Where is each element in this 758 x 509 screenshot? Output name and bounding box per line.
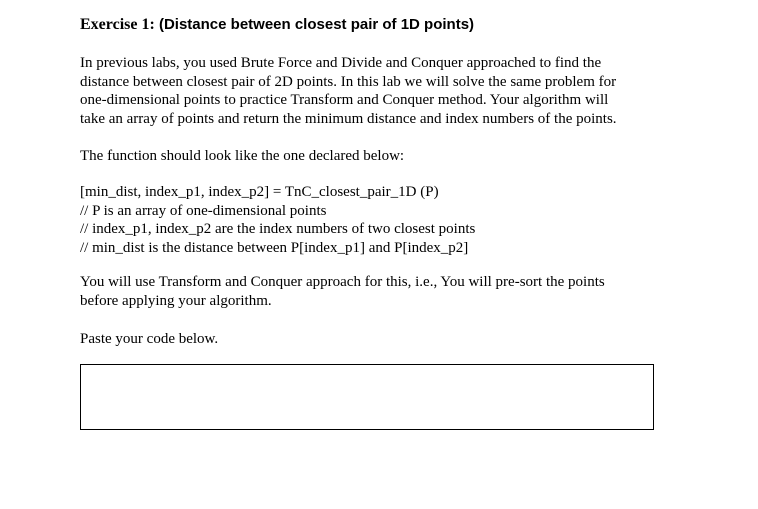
- intro-paragraph: [80, 54, 660, 128]
- intro-line: take an array of points and return the minimum distance and index numbers of the points.: [80, 110, 617, 127]
- exercise-title: (Distance between closest pair of 1D points): [158, 16, 475, 33]
- approach-line: before applying your algorithm.: [80, 292, 272, 309]
- paste-instruction-text: Paste your code below.: [80, 331, 219, 347]
- approach-line: You will use Transform and Conquer approach for this, i.e., You will pre-sort the points: [80, 274, 605, 290]
- function-declaration-block: [80, 183, 660, 257]
- exercise-heading: [80, 15, 474, 35]
- exercise-label: Exercise 1:: [80, 16, 155, 33]
- paste-instruction-paragraph: [80, 330, 660, 349]
- code-comment: // index_p1, index_p2 are the index numbers of two closest points: [80, 221, 476, 237]
- approach-paragraph: [80, 273, 660, 310]
- function-intro-paragraph: [80, 147, 660, 166]
- function-signature: [min_dist, index_p1, index_p2] = TnC_closest_pair_1D (P): [80, 184, 439, 200]
- code-comment: // min_dist is the distance between P[index_p1] and P[index_p2]: [80, 239, 469, 256]
- intro-line: distance between closest pair of 2D points. In this lab we will solve the same problem for: [80, 73, 617, 90]
- intro-line: In previous labs, you used Brute Force and Divide and Conquer approached to find the: [80, 55, 602, 71]
- code-comment: // P is an array of one-dimensional points: [80, 202, 327, 219]
- code-answer-box[interactable]: [80, 364, 654, 430]
- intro-line: one-dimensional points to practice Transform and Conquer method. Your algorithm will: [80, 92, 609, 108]
- function-intro-text: The function should look like the one declared below:: [80, 148, 405, 164]
